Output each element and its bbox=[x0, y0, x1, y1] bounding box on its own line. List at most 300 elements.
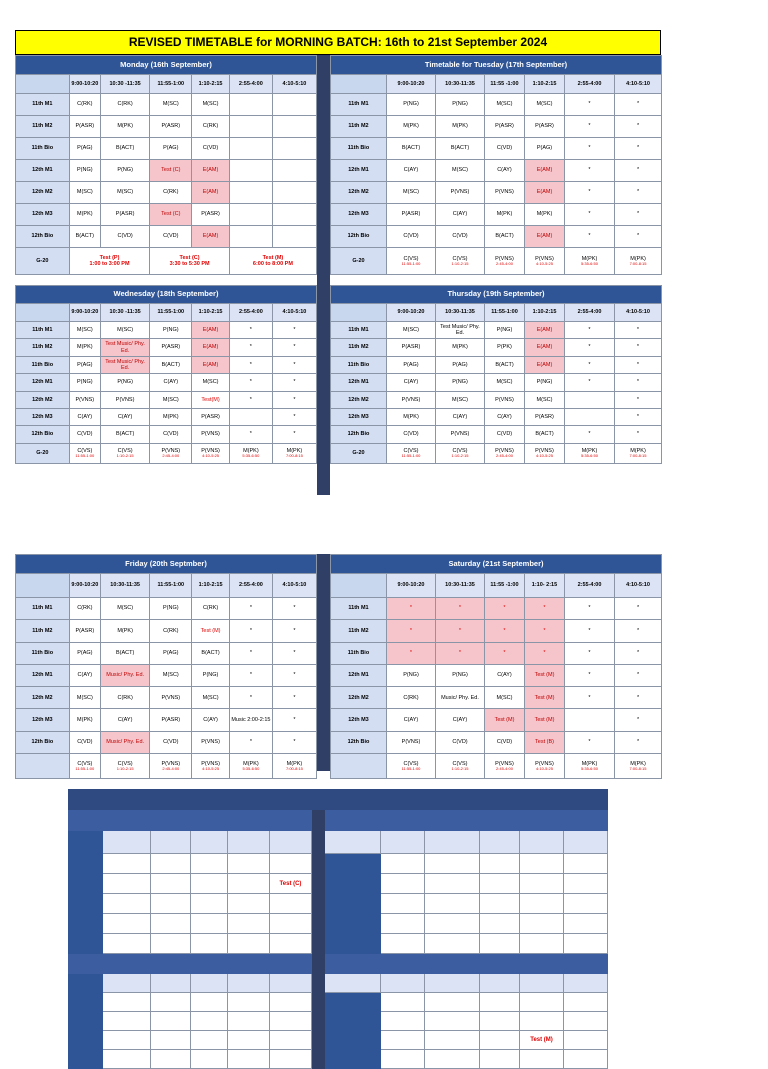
table-row bbox=[69, 954, 608, 974]
g20-subject: M(PK) bbox=[243, 447, 259, 454]
table-row bbox=[69, 993, 608, 1012]
timetable-mon bbox=[15, 55, 317, 275]
table-row bbox=[331, 160, 662, 182]
g20-time: 4:10-5:25 bbox=[536, 765, 553, 771]
table-row bbox=[331, 204, 662, 226]
day-title: Wednesday (18th September) bbox=[16, 286, 317, 304]
g20-time: 11:55-1:00 bbox=[401, 453, 421, 459]
g20-cell bbox=[150, 443, 192, 463]
class-cell: M(SC) bbox=[100, 598, 149, 620]
g20-subject: P(VNS) bbox=[495, 760, 514, 767]
class-cell: E(AM) bbox=[192, 160, 230, 182]
g20-time: 4:10-5:25 bbox=[536, 453, 553, 459]
class-cell: * bbox=[272, 356, 316, 373]
table-row bbox=[16, 391, 317, 408]
blank-cell bbox=[103, 1012, 151, 1031]
table-row bbox=[331, 426, 662, 443]
g20-subject: P(VNS) bbox=[495, 255, 514, 262]
class-cell: P(NG) bbox=[387, 664, 436, 686]
blank-cell bbox=[312, 790, 325, 810]
blank-cell bbox=[325, 831, 381, 854]
header-corner bbox=[331, 304, 387, 322]
class-cell: M(SC) bbox=[436, 391, 485, 408]
class-cell: Test (M) bbox=[525, 687, 565, 709]
blank-cell bbox=[480, 914, 520, 934]
class-cell: C(RK) bbox=[150, 182, 192, 204]
blank-cell bbox=[381, 934, 425, 954]
table-row bbox=[69, 1012, 608, 1031]
blank-cell bbox=[103, 1031, 151, 1050]
batch-label: 11th Bio bbox=[331, 138, 387, 160]
table-row bbox=[16, 226, 317, 248]
g20-cell bbox=[436, 248, 485, 275]
class-cell: Test(M) bbox=[192, 391, 230, 408]
class-cell bbox=[229, 182, 272, 204]
class-cell: M(SC) bbox=[69, 182, 100, 204]
class-cell: C(AY) bbox=[485, 408, 525, 425]
class-cell: M(PK) bbox=[69, 204, 100, 226]
class-cell: * bbox=[565, 204, 615, 226]
class-cell: P(VNS) bbox=[436, 182, 485, 204]
blank-cell bbox=[381, 914, 425, 934]
blank-cell bbox=[480, 974, 520, 993]
table-row bbox=[331, 94, 662, 116]
batch-label: 11th M2 bbox=[331, 339, 387, 356]
g20-subject: P(VNS) bbox=[161, 760, 181, 767]
class-cell: E(AM) bbox=[525, 339, 565, 356]
blank-cell bbox=[191, 934, 228, 954]
blank-cell bbox=[151, 914, 191, 934]
g20-cell bbox=[100, 754, 149, 779]
class-cell bbox=[565, 391, 615, 408]
class-cell: * bbox=[272, 687, 316, 709]
blank-cell bbox=[564, 1012, 608, 1031]
class-cell: P(ASR) bbox=[150, 339, 192, 356]
class-cell: P(AG) bbox=[69, 642, 100, 664]
class-cell: * bbox=[272, 408, 316, 425]
class-cell: C(RK) bbox=[192, 598, 230, 620]
blank-cell bbox=[425, 934, 480, 954]
blank-cell bbox=[325, 974, 381, 993]
blank-cell bbox=[325, 874, 381, 894]
blank-cell bbox=[520, 914, 564, 934]
g20-time: 5:35-6:50 bbox=[581, 260, 598, 266]
blank-cell bbox=[325, 914, 381, 934]
class-cell: C(VD) bbox=[387, 226, 436, 248]
g20-cell bbox=[69, 443, 100, 463]
blank-cell bbox=[228, 954, 270, 974]
class-cell: E(AM) bbox=[192, 226, 230, 248]
batch-label: 11th Bio bbox=[16, 138, 70, 160]
table-row bbox=[16, 687, 317, 709]
class-cell: B(ACT) bbox=[100, 642, 149, 664]
class-cell: B(ACT) bbox=[485, 226, 525, 248]
class-cell: * bbox=[525, 642, 565, 664]
g20-time: 5:35-6:50 bbox=[581, 765, 598, 771]
time-slot-header: 1:10-2:15 bbox=[192, 304, 230, 322]
blank-cell bbox=[191, 894, 228, 914]
table-row bbox=[69, 790, 608, 810]
g20-cell bbox=[150, 754, 192, 779]
blank-cell bbox=[381, 790, 425, 810]
g20-cell bbox=[387, 443, 436, 463]
blank-cell bbox=[228, 854, 270, 874]
class-cell: C(AY) bbox=[387, 709, 436, 731]
class-cell: P(NG) bbox=[436, 374, 485, 391]
batch-label: 11th M1 bbox=[16, 598, 70, 620]
class-cell: * bbox=[615, 182, 662, 204]
class-cell: M(PK) bbox=[485, 204, 525, 226]
class-cell: C(RK) bbox=[150, 620, 192, 642]
class-cell: M(SC) bbox=[150, 94, 192, 116]
g20-subject: M(PK) bbox=[286, 760, 303, 767]
class-cell: P(VNS) bbox=[485, 182, 525, 204]
class-cell: P(AG) bbox=[150, 138, 192, 160]
class-cell: * bbox=[272, 426, 316, 443]
class-cell: P(VNS) bbox=[485, 391, 525, 408]
g20-cell bbox=[436, 443, 485, 463]
table-row bbox=[16, 426, 317, 443]
blank-cell bbox=[325, 894, 381, 914]
blank-cell bbox=[564, 810, 608, 831]
class-cell: Test (M) bbox=[485, 709, 525, 731]
g20-cell bbox=[525, 443, 565, 463]
blank-cell bbox=[425, 954, 480, 974]
g20-subject: M(PK) bbox=[581, 447, 598, 454]
class-cell: * bbox=[229, 598, 272, 620]
class-cell: E(AM) bbox=[525, 356, 565, 373]
time-slot-header: 1:10-2:15 bbox=[525, 304, 565, 322]
g20-time: 1:10-2:15 bbox=[451, 765, 469, 771]
class-cell: M(SC) bbox=[436, 160, 485, 182]
batch-label: 11th M1 bbox=[331, 598, 387, 620]
blank-cell bbox=[564, 974, 608, 993]
blank-cell bbox=[228, 790, 270, 810]
blank-cell bbox=[564, 954, 608, 974]
blank-cell bbox=[69, 934, 103, 954]
g20-time: 2:45-4:00 bbox=[496, 765, 513, 771]
table-divider bbox=[317, 55, 330, 495]
class-cell: C(VD) bbox=[100, 226, 149, 248]
class-cell: P(ASR) bbox=[69, 620, 100, 642]
blank-cell bbox=[270, 854, 312, 874]
blank-cell bbox=[103, 790, 151, 810]
class-cell: Test (B) bbox=[525, 731, 565, 753]
g20-subject: M(PK) bbox=[581, 255, 598, 262]
class-cell: P(AG) bbox=[436, 356, 485, 373]
table-row bbox=[331, 116, 662, 138]
class-cell: P(NG) bbox=[436, 664, 485, 686]
g20-time: 11:55-1:00 bbox=[75, 453, 95, 459]
class-cell bbox=[272, 182, 316, 204]
blank-cell bbox=[564, 1050, 608, 1069]
g20-time: 5:35-6:50 bbox=[242, 453, 260, 459]
class-cell: M(SC) bbox=[192, 687, 230, 709]
class-cell: C(VD) bbox=[150, 226, 192, 248]
class-cell: M(PK) bbox=[69, 339, 100, 356]
g20-row bbox=[16, 248, 317, 275]
class-cell: * bbox=[387, 598, 436, 620]
blank-cell bbox=[381, 874, 425, 894]
blank-cell bbox=[69, 914, 103, 934]
blank-cell bbox=[103, 914, 151, 934]
batch-label: 12th M3 bbox=[331, 709, 387, 731]
blank-cell bbox=[312, 831, 325, 854]
blank-cell bbox=[228, 1012, 270, 1031]
class-cell: E(AM) bbox=[192, 182, 230, 204]
blank-cell bbox=[480, 854, 520, 874]
blank-cell bbox=[270, 1050, 312, 1069]
class-cell bbox=[229, 160, 272, 182]
table-row bbox=[69, 1050, 608, 1069]
class-cell: Test Music/ Phy. Ed. bbox=[100, 339, 149, 356]
blank-cell bbox=[69, 854, 103, 874]
blank-cell bbox=[325, 854, 381, 874]
g20-test-name: Test (M) bbox=[262, 254, 284, 261]
class-cell: B(ACT) bbox=[387, 138, 436, 160]
batch-label: 11th M2 bbox=[331, 116, 387, 138]
class-cell: * bbox=[485, 642, 525, 664]
table-row bbox=[16, 709, 317, 731]
blank-cell bbox=[520, 790, 564, 810]
class-cell: * bbox=[615, 322, 662, 339]
table-row bbox=[69, 831, 608, 854]
blank-cell bbox=[564, 914, 608, 934]
class-cell: C(VD) bbox=[485, 731, 525, 753]
class-cell: M(SC) bbox=[485, 687, 525, 709]
class-cell: * bbox=[436, 598, 485, 620]
blank-cell bbox=[425, 1031, 480, 1050]
blank-cell bbox=[103, 974, 151, 993]
blank-cell bbox=[480, 1031, 520, 1050]
class-cell bbox=[229, 226, 272, 248]
timetable-sat bbox=[330, 554, 662, 779]
class-cell bbox=[565, 408, 615, 425]
class-cell: M(PK) bbox=[100, 620, 149, 642]
time-slot-header: 11:55-1:00 bbox=[485, 304, 525, 322]
class-cell: M(SC) bbox=[150, 664, 192, 686]
class-cell: * bbox=[272, 391, 316, 408]
class-cell: * bbox=[229, 339, 272, 356]
blank-cell bbox=[381, 894, 425, 914]
class-cell: * bbox=[387, 620, 436, 642]
class-cell: M(SC) bbox=[150, 391, 192, 408]
batch-label: 11th M2 bbox=[16, 116, 70, 138]
class-cell: P(NG) bbox=[150, 322, 192, 339]
batch-label: 12th M1 bbox=[16, 374, 70, 391]
class-cell: C(RK) bbox=[100, 687, 149, 709]
g20-subject: P(VNS) bbox=[201, 760, 220, 767]
blank-cell bbox=[425, 993, 480, 1012]
blank-cell bbox=[480, 934, 520, 954]
g20-time: 7:00-8:15 bbox=[629, 260, 647, 266]
class-cell: * bbox=[615, 664, 662, 686]
time-slot-header: 1:10-2:15 bbox=[192, 75, 230, 94]
class-cell: P(ASR) bbox=[387, 339, 436, 356]
batch-label: 12th M2 bbox=[331, 687, 387, 709]
blank-cell bbox=[103, 1050, 151, 1069]
blank-cell bbox=[520, 934, 564, 954]
g20-subject: C(VS) bbox=[403, 255, 419, 262]
g20-cell bbox=[525, 754, 565, 779]
class-cell: M(SC) bbox=[69, 322, 100, 339]
table-row bbox=[69, 1031, 608, 1050]
table-row bbox=[69, 874, 608, 894]
blank-cell bbox=[312, 1031, 325, 1050]
blank-cell bbox=[270, 894, 312, 914]
g20-subject: P(VNS) bbox=[161, 447, 181, 454]
g20-cell bbox=[192, 754, 230, 779]
blank-cell bbox=[103, 854, 151, 874]
class-cell: P(AG) bbox=[69, 138, 100, 160]
class-cell: Music 2:00-2:15 bbox=[229, 709, 272, 731]
class-cell: P(ASR) bbox=[100, 204, 149, 226]
class-cell: Test Music/ Phy. Ed. bbox=[100, 356, 149, 373]
blank-cell bbox=[69, 894, 103, 914]
class-cell: M(SC) bbox=[100, 322, 149, 339]
table-row bbox=[331, 709, 662, 731]
class-cell: M(PK) bbox=[69, 709, 100, 731]
g20-row bbox=[331, 443, 662, 463]
class-cell: C(VD) bbox=[387, 426, 436, 443]
blank-cell bbox=[480, 810, 520, 831]
class-cell: M(SC) bbox=[485, 374, 525, 391]
class-cell: C(VD) bbox=[150, 731, 192, 753]
class-cell: C(AY) bbox=[485, 160, 525, 182]
class-cell: * bbox=[565, 598, 615, 620]
blank-cell bbox=[151, 854, 191, 874]
class-cell: P(VNS) bbox=[387, 731, 436, 753]
class-cell: C(RK) bbox=[69, 94, 100, 116]
time-slot-header: 11:55-1:00 bbox=[150, 75, 192, 94]
blank-cell bbox=[69, 1012, 103, 1031]
time-slot-header: 9:00-10:20 bbox=[387, 574, 436, 598]
class-cell: * bbox=[615, 642, 662, 664]
class-cell: C(VD) bbox=[69, 426, 100, 443]
class-cell: M(PK) bbox=[387, 116, 436, 138]
batch-label: G-20 bbox=[16, 248, 70, 275]
blank-cell bbox=[325, 1031, 381, 1050]
timetable-fri bbox=[15, 554, 317, 779]
class-cell: * bbox=[565, 226, 615, 248]
class-cell: * bbox=[272, 664, 316, 686]
blank-cell bbox=[381, 1031, 425, 1050]
class-cell: * bbox=[525, 620, 565, 642]
g20-subject: P(VNS) bbox=[535, 760, 554, 767]
blank-cell bbox=[381, 854, 425, 874]
class-cell: * bbox=[615, 204, 662, 226]
blank-cell bbox=[151, 934, 191, 954]
blank-cell bbox=[270, 810, 312, 831]
g20-row bbox=[331, 248, 662, 275]
blank-cell bbox=[564, 790, 608, 810]
blank-cell bbox=[191, 914, 228, 934]
class-cell: * bbox=[615, 426, 662, 443]
g20-subject: P(VNS) bbox=[535, 447, 554, 454]
class-cell: C(VD) bbox=[485, 138, 525, 160]
class-cell: * bbox=[272, 374, 316, 391]
g20-time: 1:10-2:15 bbox=[116, 765, 134, 771]
blank-cell bbox=[480, 1012, 520, 1031]
class-cell: * bbox=[565, 182, 615, 204]
batch-label: 12th Bio bbox=[16, 426, 70, 443]
blank-cell bbox=[425, 974, 480, 993]
time-slot-header: 2:55-4:00 bbox=[229, 75, 272, 94]
class-cell: C(VD) bbox=[436, 226, 485, 248]
table-row bbox=[16, 138, 317, 160]
blank-cell bbox=[564, 874, 608, 894]
blank-cell bbox=[564, 854, 608, 874]
blank-cell bbox=[425, 1050, 480, 1069]
class-cell: C(RK) bbox=[192, 116, 230, 138]
class-cell bbox=[272, 204, 316, 226]
g20-subject: C(VS) bbox=[403, 760, 419, 767]
g20-subject: C(VS) bbox=[77, 447, 93, 454]
class-cell: C(AY) bbox=[192, 709, 230, 731]
g20-time: 5:35-6:50 bbox=[581, 453, 598, 459]
time-slot-header: 10:30-11:35 bbox=[436, 304, 485, 322]
g20-subject: P(VNS) bbox=[495, 447, 514, 454]
g20-subject: C(VS) bbox=[77, 760, 93, 767]
batch-label: 12th Bio bbox=[331, 731, 387, 753]
class-cell: E(AM) bbox=[192, 339, 230, 356]
blank-cell bbox=[270, 790, 312, 810]
header-corner bbox=[16, 574, 70, 598]
blank-cell bbox=[228, 934, 270, 954]
blank-cell bbox=[69, 954, 103, 974]
g20-time: 2:45-4:00 bbox=[162, 453, 180, 459]
table-row bbox=[331, 339, 662, 356]
class-cell bbox=[272, 160, 316, 182]
batch-label: 11th Bio bbox=[16, 642, 70, 664]
class-cell: P(NG) bbox=[100, 374, 149, 391]
timetable-thu bbox=[330, 285, 662, 464]
class-cell: Test (M) bbox=[525, 664, 565, 686]
blank-cell bbox=[381, 1012, 425, 1031]
batch-label: 11th M2 bbox=[331, 620, 387, 642]
class-cell: * bbox=[229, 356, 272, 373]
table-row bbox=[331, 182, 662, 204]
table-row bbox=[69, 810, 608, 831]
class-cell: Test (M) bbox=[525, 709, 565, 731]
time-slot-header: 4:10-5:10 bbox=[615, 574, 662, 598]
blank-cell bbox=[69, 974, 103, 993]
class-cell: * bbox=[272, 731, 316, 753]
day-title: Friday (20th Septmber) bbox=[16, 555, 317, 574]
blank-cell bbox=[151, 1012, 191, 1031]
blank-cell bbox=[228, 993, 270, 1012]
class-cell: * bbox=[615, 709, 662, 731]
blank-cell bbox=[69, 1050, 103, 1069]
class-cell: * bbox=[615, 116, 662, 138]
table-row bbox=[16, 642, 317, 664]
g20-test-cell bbox=[229, 248, 316, 275]
class-cell bbox=[229, 408, 272, 425]
batch-label: 12th M1 bbox=[331, 160, 387, 182]
blank-cell bbox=[228, 914, 270, 934]
blank-cell bbox=[381, 810, 425, 831]
g20-subject: P(VNS) bbox=[535, 255, 554, 262]
blank-cell bbox=[69, 810, 103, 831]
blank-cell bbox=[270, 1012, 312, 1031]
g20-subject: M(PK) bbox=[630, 760, 646, 767]
g20-test-time: 6:00 to 8:00 PM bbox=[252, 261, 293, 267]
table-row bbox=[331, 664, 662, 686]
class-cell: * bbox=[229, 374, 272, 391]
day-title: Thursday (19th September) bbox=[331, 286, 662, 304]
blank-cell bbox=[151, 790, 191, 810]
class-cell: P(ASR) bbox=[69, 116, 100, 138]
